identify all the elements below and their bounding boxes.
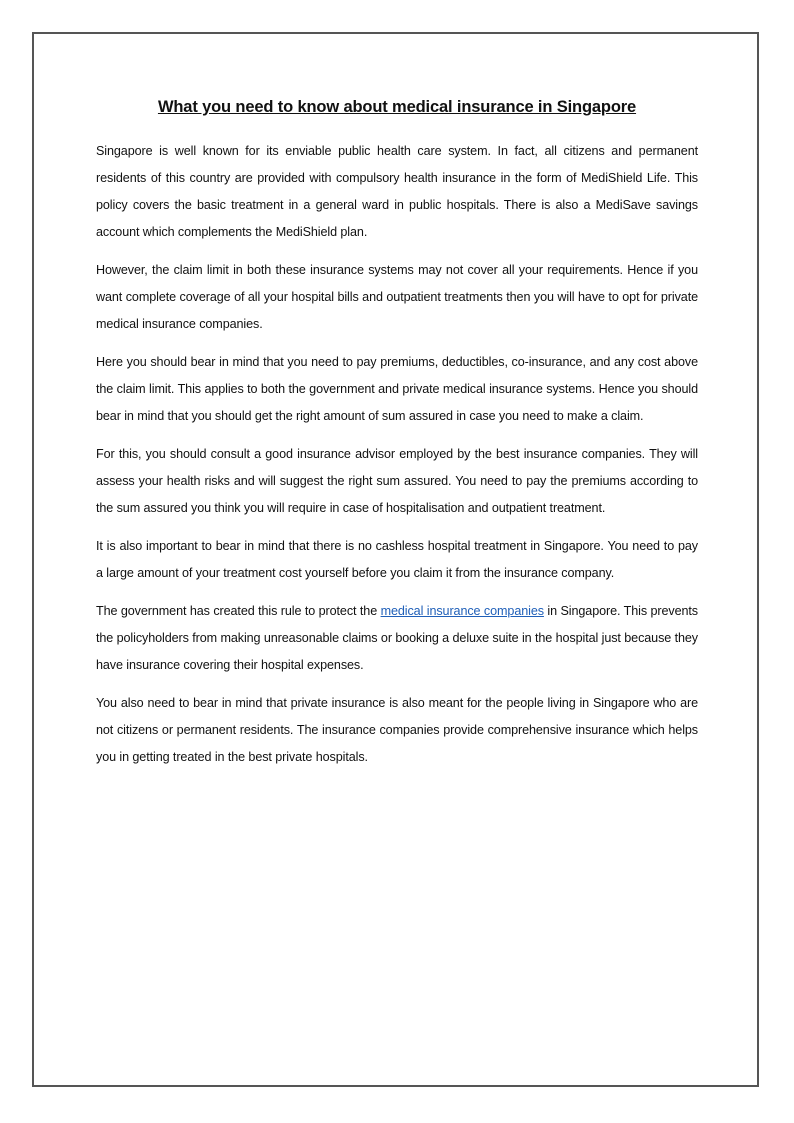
- document-body: [96, 94, 698, 782]
- paragraph-4: For this, you should consult a good insurance advisor employed by the best insurance companies. They will assess your health risks and will suggest the right sum assured. You need to pay the premiums according to the sum assured you think you will require in case of hospitalisation and outpatient treatment.: [96, 447, 698, 515]
- paragraph-1: Singapore is well known for its enviable public health care system. In fact, all citizens and permanent residents of this country are provided with compulsory health insurance in the form of MediShield Life. This policy covers the basic treatment in a general ward in public hospitals. There is also a MediSave savings account which complements the MediShield plan.: [96, 144, 698, 239]
- paragraph-6-lead-text: The government has created this rule to protect the: [96, 604, 381, 618]
- medical-insurance-companies-link[interactable]: medical insurance companies: [380, 604, 544, 618]
- paragraph-7: You also need to bear in mind that private insurance is also meant for the people living in Singapore who are not citizens or permanent residents. The insurance companies provide comprehensive insurance which helps you in getting treated in the best private hospitals.: [96, 696, 698, 764]
- page-title: What you need to know about medical insurance in Singapore: [157, 98, 637, 116]
- paragraph-5: It is also important to bear in mind that there is no cashless hospital treatment in Singapore. You need to pay a large amount of your treatment cost yourself before you claim it from the insurance company.: [96, 539, 698, 580]
- paragraph-6: [96, 598, 698, 679]
- paragraph-6-trailing-text: in Singapore. This prevents the policyholders from making unreasonable claims or booking a deluxe suite in the hospital just because they have insurance covering their hospital expenses.: [96, 604, 699, 672]
- paragraph-2: However, the claim limit in both these insurance systems may not cover all your requirements. Hence if you want complete coverage of all your hospital bills and outpatient treatments then you will have to opt for private medical insurance companies.: [96, 263, 698, 331]
- paragraph-3: Here you should bear in mind that you need to pay premiums, deductibles, co-insurance, and any cost above the claim limit. This applies to both the government and private medical insurance systems. Hence you should bear in mind that you should get the right amount of sum assured in case you need to make a claim.: [96, 355, 698, 423]
